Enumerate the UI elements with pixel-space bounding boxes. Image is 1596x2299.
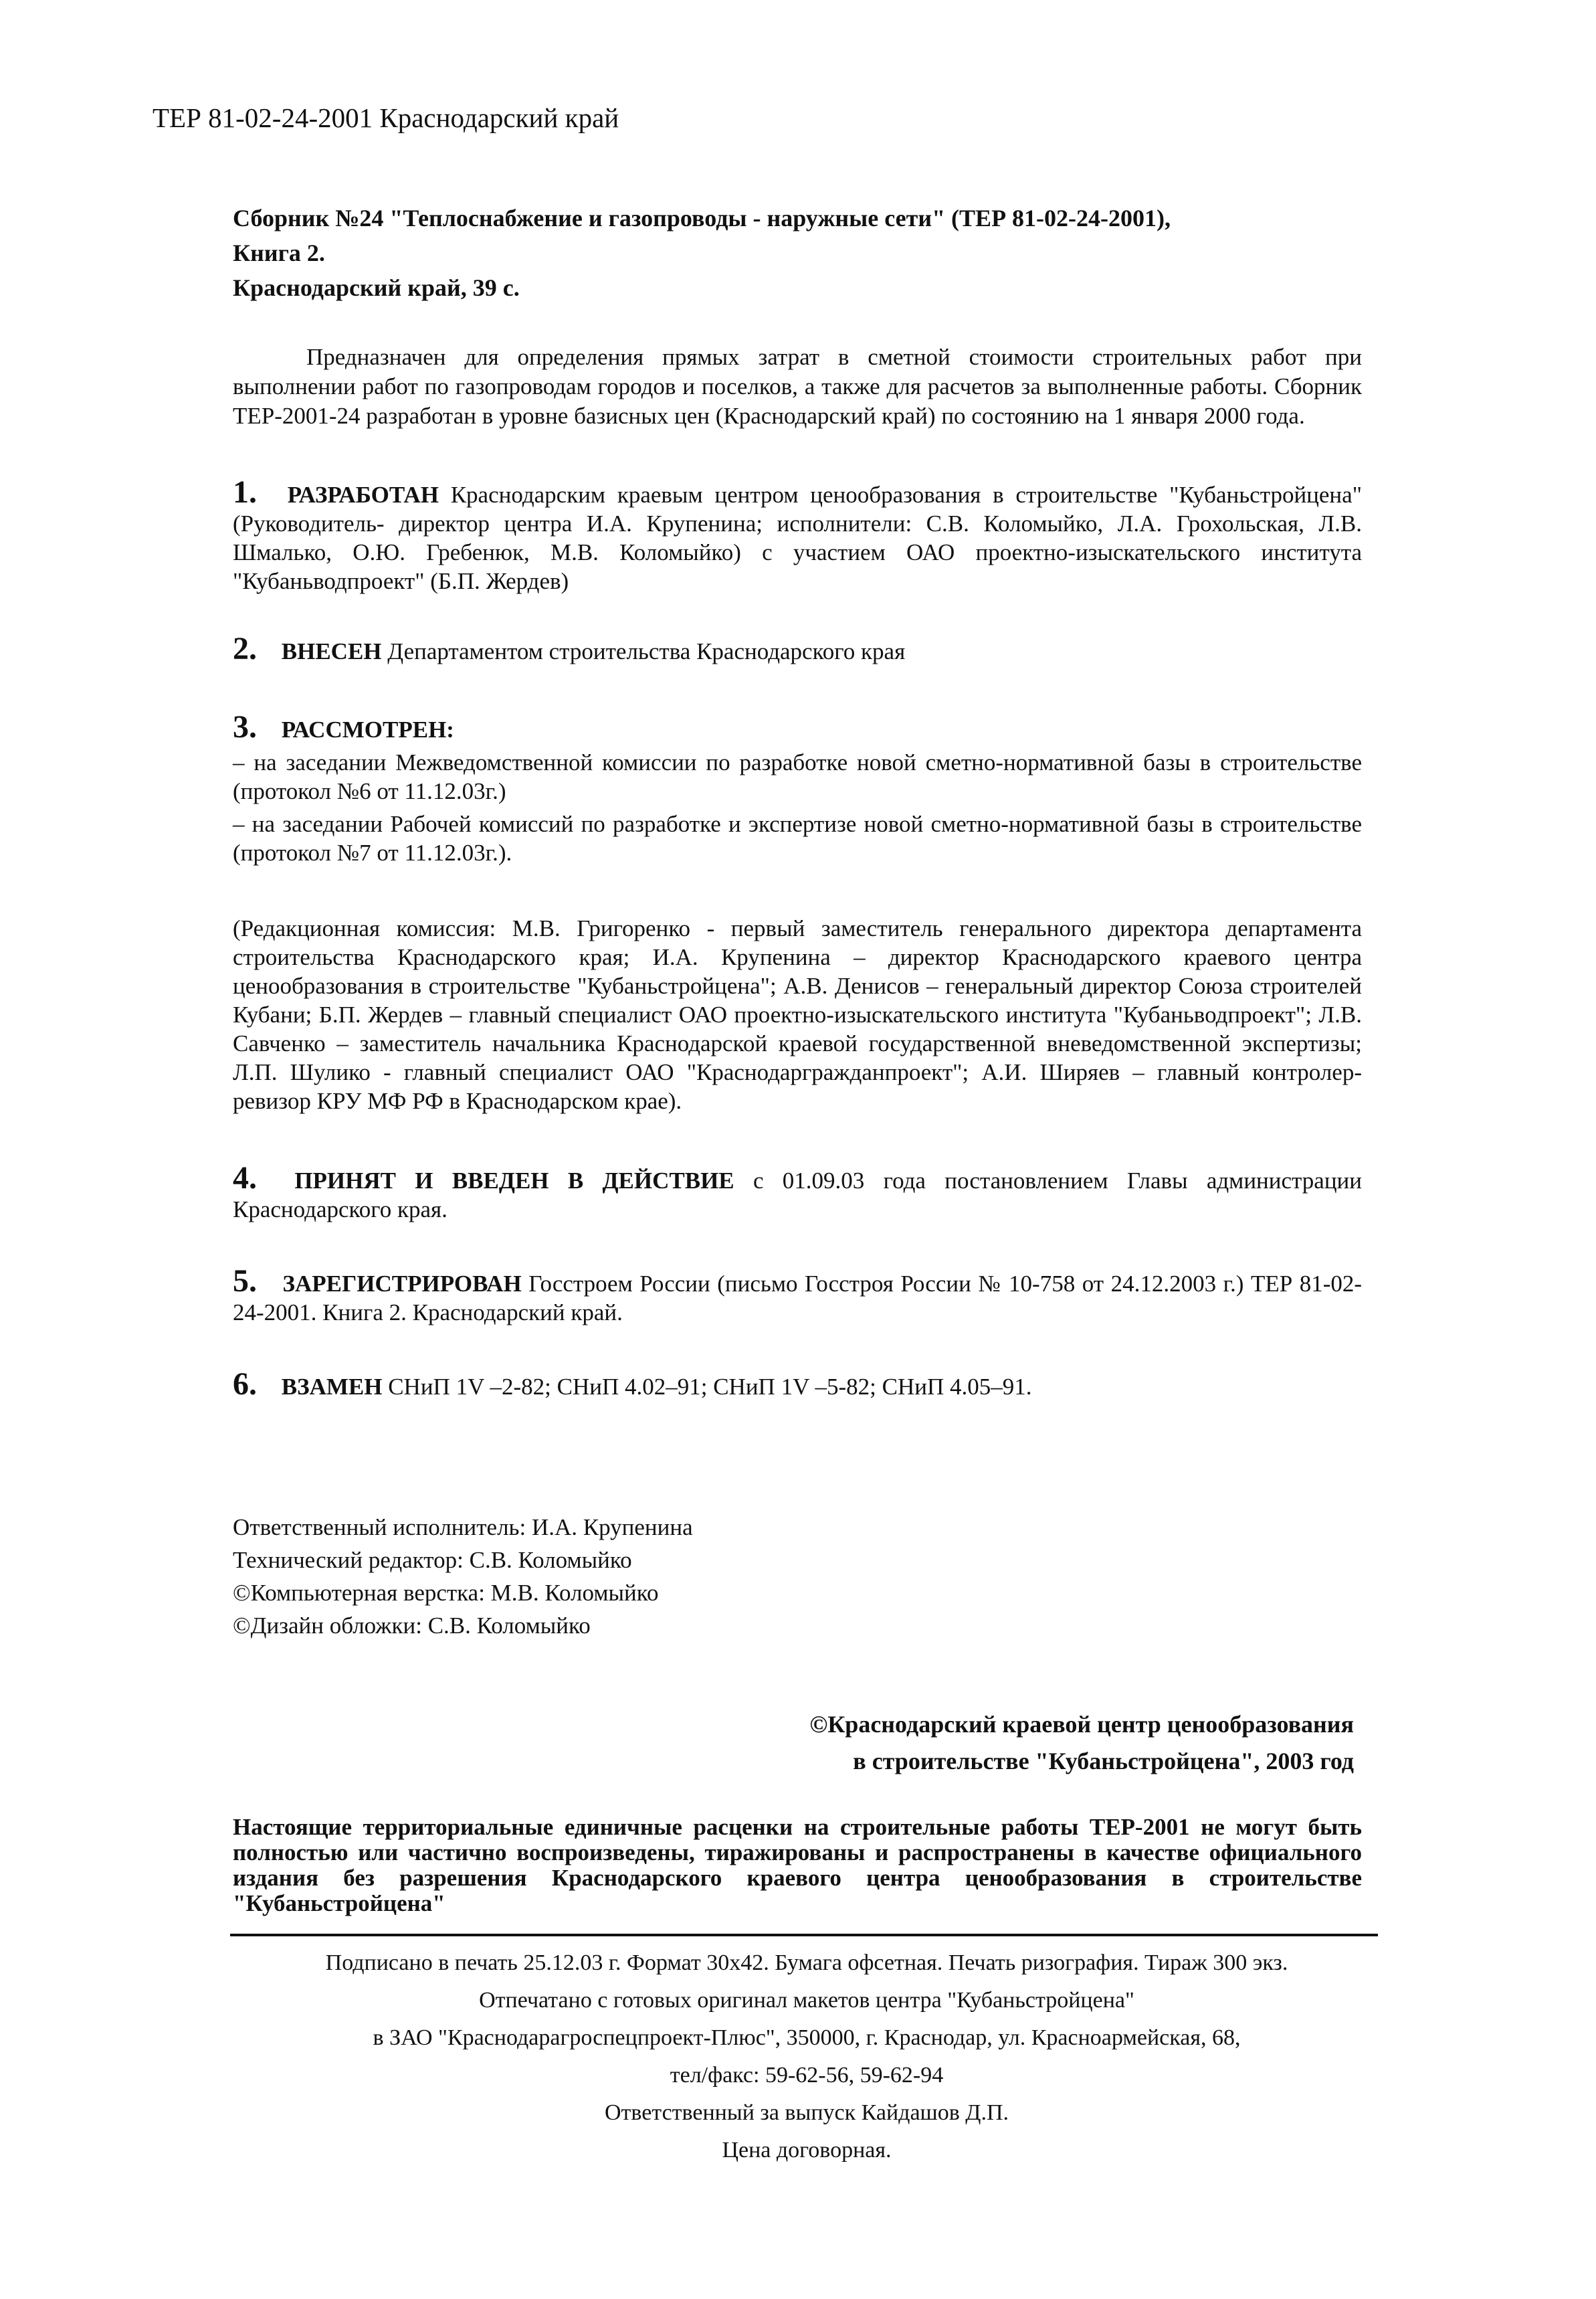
section-adopted [233, 1160, 1363, 1224]
section-text: СНиП 1V –2-82; СНиП 4.02–91; СНиП 1V –5-82; СНиП 4.05–91. [388, 1374, 1032, 1400]
section-number: 5. [233, 1263, 257, 1299]
section-developed [233, 474, 1362, 595]
imprint-line: в ЗАО "Краснодарагроспецпроект-Плюс", 350000, г. Краснодар, ул. Красноармейская, 68, [373, 2025, 1241, 2050]
review-item: – на заседании Рабочей комиссий по разработке и экспертизе новой сметно-нормативной базы в строительстве (протокол №7 от 11.12.03г.). [233, 811, 1362, 866]
section-heading: РАССМОТРЕН: [281, 717, 454, 743]
section-reviewed [233, 709, 1362, 867]
section-heading: РАЗРАБОТАН [287, 482, 439, 508]
section-submitted [233, 631, 1362, 666]
section-heading: ЗАРЕГИСТРИРОВАН [282, 1271, 522, 1297]
section-text: Краснодарским краевым центром ценообразования в строительстве "Кубаньстройцена" (Руководитель- директор центра И.А. Крупенина; исполнители: С.В. Коломыйко, Л.А. Грохольская, Л.В. Шмалько, О.Ю. Гребенюк, М.В. Коломыйко) с участием ОАО проектно-изыскательского института "Кубаньводпроект" (Б.П. Жердев) [233, 482, 1362, 594]
imprint-line: Цена договорная. [722, 2138, 892, 2163]
copyright-block [233, 1706, 1362, 1780]
imprint-line: Подписано в печать 25.12.03 г. Формат 30х42. Бумага офсетная. Печать ризография. Тираж 300 экз. [325, 1950, 1288, 1975]
copyright-line: ©Краснодарский краевой центр ценообразования [809, 1711, 1354, 1738]
section-replaces [233, 1366, 1362, 1402]
section-text: с 01.09.03 года постановлением Главы администрации Краснодарского края. [233, 1168, 1363, 1222]
purpose-paragraph: Предназначен для определения прямых затрат в сметной стоимости строительных работ при выполнении работ по газопроводам городов и поселков, а также для расчетов за выполненные работы. Сборник ТЕР-2001-24 разработан в уровне базисных цен (Краснодарский край) по состоянию на 1 января 2000 года. [233, 344, 1362, 429]
publication-region-pages: Краснодарский край, 39 с. [233, 274, 520, 301]
section-number: 3. [233, 709, 257, 745]
cover-credit: ©Дизайн обложки: С.В. Коломыйко [233, 1613, 591, 1639]
imprint-line: Ответственный за выпуск Кайдашов Д.П. [604, 2100, 1009, 2125]
imprint-line: Отпечатано с готовых оригинал макетов центра "Кубаньстройцена" [479, 1988, 1134, 2013]
editorial-board: (Редакционная комиссия: М.В. Григоренко - первый заместитель генерального директора департамента строительства Краснодарского края; И.А. Крупенина – директор Краснодарского краевого центра ценообразования в строительстве "Кубаньстройцена"; А.В. Денисов – генеральный директор Союза строителей Кубани; Б.П. Жердев – главный специалист ОАО проектно-изыскательского института "Кубаньводпроект"; Л.В. Савченко – заместитель начальника Краснодарской краевой государственной вневедомственной экспертизы; Л.П. Шулико - главный специалист ОАО "Краснодаргражданпроект"; А.И. Ширяев – главный контролер-ревизор КРУ МФ РФ в Краснодарском крае). [233, 915, 1362, 1114]
section-number: 2. [233, 631, 257, 666]
layout-credit: ©Компьютерная верстка: М.В. Коломыйко [233, 1580, 659, 1606]
review-item: – на заседании Межведомственной комиссии по разработке новой сметно-нормативной базы в строительстве (протокол №6 от 11.12.03г.) [233, 749, 1362, 804]
section-heading: ПРИНЯТ И ВВЕДЕН В ДЕЙСТВИЕ [294, 1168, 734, 1194]
copyright-line: в строительстве "Кубаньстройцена", 2003 год [853, 1748, 1354, 1774]
imprint-line: тел/факс: 59-62-56, 59-62-94 [670, 2063, 944, 2088]
executor-credit: Ответственный исполнитель: И.А. Крупенина [233, 1514, 693, 1540]
document-body [233, 201, 1362, 2169]
publication-title: Сборник №24 "Теплоснабжение и газопроводы - наружные сети" (ТЕР 81-02-24-2001), [233, 205, 1171, 232]
tech-editor-credit: Технический редактор: С.В. Коломыйко [233, 1547, 632, 1573]
publication-book: Книга 2. [233, 240, 325, 266]
section-heading: ВЗАМЕН [281, 1374, 383, 1400]
section-text: Департаментом строительства Краснодарского края [387, 638, 906, 664]
page-header: ТЕР 81-02-24-2001 Краснодарский край [153, 102, 619, 133]
section-registered [233, 1263, 1363, 1327]
section-text: Госстроем России (письмо Госстроя России № 10-758 от 24.12.2003 г.) ТЕР 81-02-24-2001. Книга 2. Краснодарский край. [233, 1271, 1363, 1325]
reproduction-notice: Настоящие территориальные единичные расценки на строительные работы ТЕР-2001 не могут быть полностью или частично воспроизведены, тиражированы и распространены в качестве официального издания без разрешения Краснодарского краевого центра ценообразования в строительстве "Кубаньстройцена" [233, 1814, 1362, 1916]
section-number: 6. [233, 1366, 257, 1402]
section-number: 4. [233, 1160, 257, 1196]
publication-info [233, 201, 1362, 305]
imprint-block [233, 1944, 1381, 2169]
divider [230, 1934, 1378, 1936]
section-number: 1. [233, 474, 257, 510]
staff-credits [233, 1511, 1362, 1642]
section-heading: ВНЕСЕН [281, 638, 382, 664]
